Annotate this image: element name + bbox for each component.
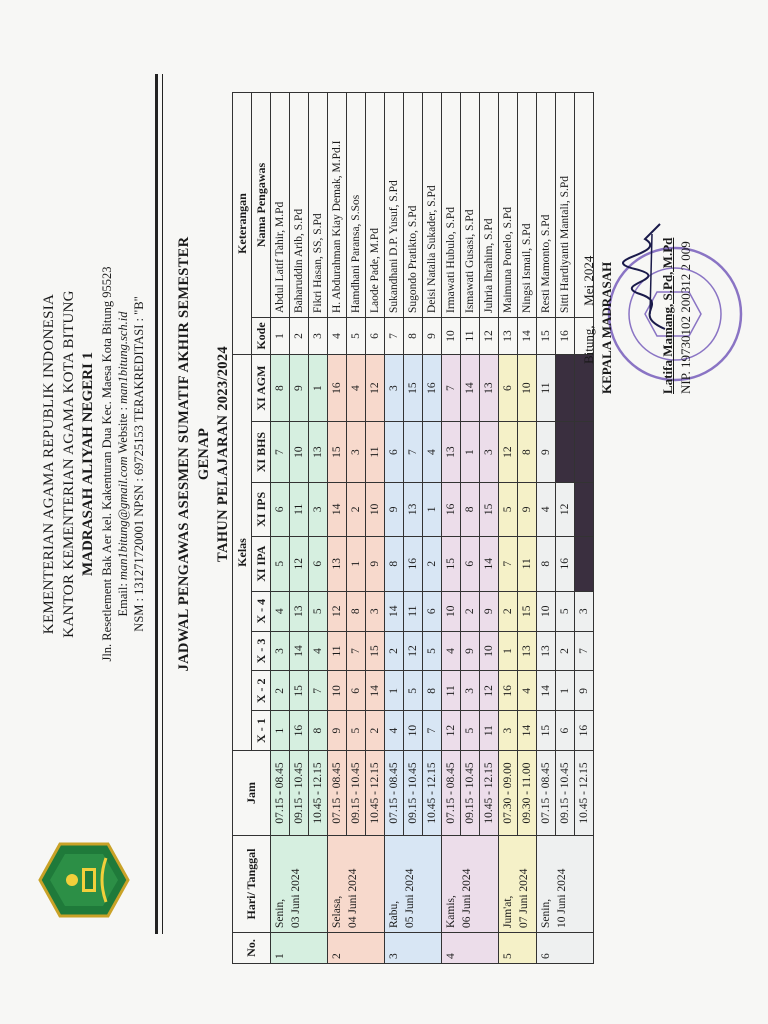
time-cell: 10.45 - 12.15 bbox=[309, 751, 328, 836]
supervisor-code-cell: 8 bbox=[309, 711, 328, 751]
supervisor-code-cell: 2 bbox=[423, 536, 442, 591]
supervisor-code-cell: 16 bbox=[423, 355, 442, 422]
supervisor-code-cell: 6 bbox=[556, 711, 575, 751]
supervisor-code-cell: 5 bbox=[423, 631, 442, 671]
website-label: Website : bbox=[115, 403, 130, 457]
time-cell: 09.15 - 10.45 bbox=[290, 751, 309, 836]
supervisor-code-cell: 16 bbox=[556, 536, 575, 591]
day-number: 3 bbox=[385, 933, 442, 964]
time-cell: 09.15 - 10.45 bbox=[556, 751, 575, 836]
supervisor-code-cell: 12 bbox=[328, 591, 347, 631]
supervisor-kode: 14 bbox=[518, 318, 537, 355]
table-row bbox=[309, 93, 328, 964]
supervisor-code-cell: 7 bbox=[442, 355, 461, 422]
signature-place: Bitung, bbox=[581, 325, 596, 364]
supervisor-code-cell: 15 bbox=[328, 422, 347, 483]
supervisor-name: Irmawati Hubulo, S.Pd bbox=[442, 93, 461, 318]
supervisor-code-cell: 11 bbox=[518, 536, 537, 591]
supervisor-code-cell: 9 bbox=[575, 671, 594, 711]
supervisor-code-cell: 11 bbox=[290, 482, 309, 536]
day-name: Senin, bbox=[274, 898, 286, 928]
supervisor-kode: 12 bbox=[480, 318, 499, 355]
supervisor-code-cell: 8 bbox=[423, 671, 442, 711]
supervisor-code-cell: 11 bbox=[328, 631, 347, 671]
supervisor-code-cell: 3 bbox=[461, 671, 480, 711]
supervisor-code-cell: 15 bbox=[442, 536, 461, 591]
day-date: 04 Juni 2024 bbox=[346, 868, 359, 928]
school-address: Jln. Resetlement Bak Aer kel. Kakenturan Dua Kec. Maesa Kota Bitung 95523 bbox=[99, 266, 114, 662]
supervisor-code-cell: 15 bbox=[518, 591, 537, 631]
supervisor-code-cell: 5 bbox=[404, 671, 423, 711]
supervisor-code-cell: 15 bbox=[290, 671, 309, 711]
registration-line: NSM : 131271720001 NPSN : 69725153 TERAKREDITASI : "B" bbox=[132, 296, 146, 632]
supervisor-code-cell: 10 bbox=[442, 591, 461, 631]
time-cell: 10.45 - 12.15 bbox=[366, 751, 385, 836]
time-cell: 07.15 - 08.45 bbox=[442, 751, 461, 836]
supervisor-code-cell: 3 bbox=[575, 591, 594, 631]
header-class: X - 3 bbox=[252, 631, 271, 671]
supervisor-name: Ningsi Ismail, S.Pd bbox=[518, 93, 537, 318]
supervisor-code-cell: 5 bbox=[461, 711, 480, 751]
supervisor-code-cell: 10 bbox=[537, 591, 556, 631]
time-cell: 09.30 - 11.00 bbox=[518, 751, 537, 836]
table-row bbox=[480, 93, 499, 964]
supervisor-code-cell: 6 bbox=[385, 422, 404, 483]
supervisor-code-cell: 14 bbox=[518, 711, 537, 751]
supervisor-code-cell: 13 bbox=[328, 536, 347, 591]
header-day: Hari/ Tanggal bbox=[233, 836, 271, 933]
supervisor-code-cell: 1 bbox=[385, 671, 404, 711]
supervisor-code-cell: 9 bbox=[290, 355, 309, 422]
table-row bbox=[328, 93, 347, 964]
time-cell: 09.15 - 10.45 bbox=[347, 751, 366, 836]
supervisor-code-cell: 9 bbox=[328, 711, 347, 751]
supervisor-code-cell: 1 bbox=[499, 631, 518, 671]
supervisor-kode: 7 bbox=[385, 318, 404, 355]
supervisor-code-cell: 9 bbox=[385, 482, 404, 536]
empty-cell bbox=[556, 422, 575, 483]
time-cell: 10.45 - 12.15 bbox=[480, 751, 499, 836]
supervisor-code-cell: 10 bbox=[518, 355, 537, 422]
empty-cell bbox=[556, 355, 575, 422]
supervisor-code-cell: 1 bbox=[271, 711, 290, 751]
supervisor-code-cell: 2 bbox=[499, 591, 518, 631]
supervisor-code-cell: 3 bbox=[271, 631, 290, 671]
supervisor-code-cell: 2 bbox=[366, 711, 385, 751]
supervisor-code-cell: 9 bbox=[480, 591, 499, 631]
supervisor-code-cell: 6 bbox=[461, 536, 480, 591]
supervisor-name: Abdul Latif Tahir, M.Pd bbox=[271, 93, 290, 318]
supervisor-kode: 5 bbox=[347, 318, 366, 355]
supervisor-name: Sukandhani D.P. Yusuf, S.Pd bbox=[385, 93, 404, 318]
signature-date bbox=[580, 134, 598, 394]
supervisor-code-cell: 5 bbox=[309, 591, 328, 631]
supervisor-code-cell: 15 bbox=[537, 711, 556, 751]
supervisor-code-cell: 3 bbox=[385, 355, 404, 422]
supervisor-kode: 11 bbox=[461, 318, 480, 355]
supervisor-kode: 3 bbox=[309, 318, 328, 355]
supervisor-code-cell: 10 bbox=[290, 422, 309, 483]
day-date: 07 Juni 2024 bbox=[517, 868, 530, 928]
supervisor-code-cell: 10 bbox=[404, 711, 423, 751]
supervisor-code-cell: 13 bbox=[537, 631, 556, 671]
supervisor-code-cell: 4 bbox=[309, 631, 328, 671]
supervisor-name: Juhria Ibrahim, S.Pd bbox=[480, 93, 499, 318]
supervisor-code-cell: 13 bbox=[518, 631, 537, 671]
signature-name: Latifa Mamang, S.Pd, M.Pd bbox=[660, 237, 676, 394]
supervisor-code-cell: 9 bbox=[537, 422, 556, 483]
supervisor-code-cell: 1 bbox=[461, 422, 480, 483]
supervisor-code-cell: 9 bbox=[366, 536, 385, 591]
supervisor-code-cell: 4 bbox=[537, 482, 556, 536]
empty-cell bbox=[575, 536, 594, 591]
supervisor-code-cell: 8 bbox=[461, 482, 480, 536]
supervisor-code-cell: 2 bbox=[271, 671, 290, 711]
supervisor-code-cell: 13 bbox=[290, 591, 309, 631]
supervisor-name: Fikri Hasan, SS, S.Pd bbox=[309, 93, 328, 318]
title-line-1: JADWAL PENGAWAS ASESMEN SUMATIF AKHIR SEMESTER GENAP bbox=[176, 236, 212, 672]
table-row bbox=[556, 93, 575, 964]
school-name: MADRASAH ALIYAH NEGERI 1 bbox=[80, 351, 96, 577]
supervisor-code-cell: 11 bbox=[366, 422, 385, 483]
supervisor-code-cell: 12 bbox=[499, 422, 518, 483]
supervisor-kode: 6 bbox=[366, 318, 385, 355]
day-number: 6 bbox=[537, 933, 594, 964]
supervisor-code-cell: 15 bbox=[366, 631, 385, 671]
header-class: XI IPA bbox=[252, 536, 271, 591]
supervisor-name: Ismawati Gusasi, S.Pd bbox=[461, 93, 480, 318]
supervisor-code-cell: 7 bbox=[423, 711, 442, 751]
supervisor-code-cell: 8 bbox=[385, 536, 404, 591]
day-name: Rabu, bbox=[388, 900, 400, 928]
supervisor-code-cell: 8 bbox=[537, 536, 556, 591]
letterhead bbox=[40, 254, 147, 674]
time-cell: 07.15 - 08.45 bbox=[328, 751, 347, 836]
supervisor-kode: 2 bbox=[290, 318, 309, 355]
supervisor-code-cell: 6 bbox=[499, 355, 518, 422]
supervisor-kode: 16 bbox=[556, 318, 575, 355]
supervisor-code-cell: 16 bbox=[442, 482, 461, 536]
supervisor-code-cell: 13 bbox=[309, 422, 328, 483]
supervisor-code-cell: 9 bbox=[461, 631, 480, 671]
time-cell: 10.45 - 12.15 bbox=[575, 751, 594, 836]
supervisor-code-cell: 12 bbox=[480, 671, 499, 711]
supervisor-code-cell: 7 bbox=[271, 422, 290, 483]
header-kode: Kode bbox=[252, 318, 271, 355]
supervisor-code-cell: 5 bbox=[347, 711, 366, 751]
supervisor-code-cell: 3 bbox=[480, 422, 499, 483]
title-line-2: TAHUN PELAJARAN 2023/2024 bbox=[215, 346, 232, 562]
table-row bbox=[404, 93, 423, 964]
signature-month: Mei 2024 bbox=[581, 255, 596, 306]
supervisor-code-cell: 14 bbox=[480, 536, 499, 591]
supervisor-code-cell: 16 bbox=[328, 355, 347, 422]
header-nama: Nama Pengawas bbox=[252, 93, 271, 318]
supervisor-name: H. Abdurahman Kiay Demak, M.Pd.I bbox=[328, 93, 347, 318]
supervisor-name: Maimuna Ponelo, S.Pd bbox=[499, 93, 518, 318]
supervisor-name: Deisi Natalia Sukader, S.Pd bbox=[423, 93, 442, 318]
contact-line bbox=[115, 254, 131, 674]
empty-cell bbox=[575, 422, 594, 483]
document-title bbox=[175, 214, 234, 694]
supervisor-code-cell: 14 bbox=[366, 671, 385, 711]
header-time: Jam bbox=[233, 751, 271, 836]
supervisor-code-cell: 8 bbox=[347, 591, 366, 631]
supervisor-code-cell: 6 bbox=[347, 671, 366, 711]
header-class: X - 1 bbox=[252, 711, 271, 751]
day-cell bbox=[537, 836, 594, 933]
day-date: 10 Juni 2024 bbox=[555, 868, 568, 928]
supervisor-code-cell: 4 bbox=[347, 355, 366, 422]
supervisor-code-cell: 6 bbox=[271, 482, 290, 536]
day-name: Selasa, bbox=[331, 895, 343, 928]
day-number: 5 bbox=[499, 933, 537, 964]
supervisor-code-cell: 6 bbox=[423, 591, 442, 631]
supervisor-code-cell: 16 bbox=[499, 671, 518, 711]
day-name: Jum'at, bbox=[502, 895, 514, 928]
supervisor-kode: 9 bbox=[423, 318, 442, 355]
table-row bbox=[290, 93, 309, 964]
header-no: No. bbox=[233, 933, 271, 964]
supervisor-kode: 8 bbox=[404, 318, 423, 355]
time-cell: 07.15 - 08.45 bbox=[385, 751, 404, 836]
header-kelas: Kelas bbox=[233, 355, 252, 751]
supervisor-code-cell: 7 bbox=[309, 671, 328, 711]
supervisor-code-cell: 8 bbox=[271, 355, 290, 422]
supervisor-code-cell: 12 bbox=[442, 711, 461, 751]
supervisor-code-cell: 12 bbox=[290, 536, 309, 591]
supervisor-code-cell: 14 bbox=[290, 631, 309, 671]
supervisor-code-cell: 14 bbox=[385, 591, 404, 631]
supervisor-code-cell: 3 bbox=[366, 591, 385, 631]
time-cell: 10.45 - 12.15 bbox=[423, 751, 442, 836]
supervisor-kode: 10 bbox=[442, 318, 461, 355]
supervisor-code-cell: 4 bbox=[423, 422, 442, 483]
supervisor-code-cell: 16 bbox=[404, 536, 423, 591]
supervisor-kode: 1 bbox=[271, 318, 290, 355]
supervisor-code-cell: 5 bbox=[499, 482, 518, 536]
supervisor-code-cell: 14 bbox=[461, 355, 480, 422]
day-number: 1 bbox=[271, 933, 328, 964]
table-row bbox=[499, 93, 518, 964]
supervisor-code-cell: 14 bbox=[328, 482, 347, 536]
supervisor-code-cell: 13 bbox=[480, 355, 499, 422]
supervisor-code-cell: 2 bbox=[461, 591, 480, 631]
supervisor-code-cell: 16 bbox=[290, 711, 309, 751]
signature-block bbox=[580, 134, 694, 394]
empty-cell bbox=[575, 482, 594, 536]
table-row bbox=[271, 93, 290, 964]
supervisor-code-cell: 14 bbox=[537, 671, 556, 711]
day-name: Kamis, bbox=[445, 895, 457, 928]
day-cell bbox=[328, 836, 385, 933]
supervisor-code-cell: 1 bbox=[347, 536, 366, 591]
supervisor-code-cell: 5 bbox=[271, 536, 290, 591]
signature-nip: NIP. 19730102 200312 2 009 bbox=[677, 241, 693, 394]
supervisor-code-cell: 11 bbox=[404, 591, 423, 631]
day-number: 2 bbox=[328, 933, 385, 964]
header-class: X - 2 bbox=[252, 671, 271, 711]
supervisor-name: Baharuddin Arib, S.Pd bbox=[290, 93, 309, 318]
email-value: man1bitung@gmail.com bbox=[115, 456, 130, 581]
supervisor-code-cell: 10 bbox=[480, 631, 499, 671]
supervisor-name: Hamdhani Paransa, S.Sos bbox=[347, 93, 366, 318]
table-row bbox=[347, 93, 366, 964]
table-row bbox=[423, 93, 442, 964]
supervisor-code-cell: 2 bbox=[347, 482, 366, 536]
website-value: man1bitung.sch.id bbox=[115, 311, 130, 404]
supervisor-kode: 15 bbox=[537, 318, 556, 355]
supervisor-kode: 4 bbox=[328, 318, 347, 355]
supervisor-code-cell: 7 bbox=[499, 536, 518, 591]
header-keterangan: Keterangan bbox=[233, 93, 252, 355]
table-row bbox=[518, 93, 537, 964]
day-cell bbox=[442, 836, 499, 933]
supervisor-code-cell: 3 bbox=[499, 711, 518, 751]
day-date: 05 Juni 2024 bbox=[403, 868, 416, 928]
email-label: Email: bbox=[115, 580, 130, 617]
day-cell bbox=[499, 836, 537, 933]
supervisor-code-cell: 10 bbox=[366, 482, 385, 536]
supervisor-code-cell: 4 bbox=[385, 711, 404, 751]
supervisor-code-cell: 6 bbox=[309, 536, 328, 591]
supervisor-code-cell: 12 bbox=[556, 482, 575, 536]
header-class: XI IPS bbox=[252, 482, 271, 536]
supervisor-name: Resti Mamonto, S.Pd bbox=[537, 93, 556, 318]
supervisor-code-cell: 15 bbox=[480, 482, 499, 536]
day-name: Senin, bbox=[540, 898, 552, 928]
supervisor-code-cell: 7 bbox=[404, 422, 423, 483]
supervisor-code-cell: 3 bbox=[309, 482, 328, 536]
supervisor-name: Sitti Hardiyanti Mantali, S.Pd bbox=[556, 93, 575, 318]
supervisor-kode: 13 bbox=[499, 318, 518, 355]
supervisor-code-cell: 7 bbox=[575, 631, 594, 671]
supervisor-code-cell: 9 bbox=[518, 482, 537, 536]
supervisor-code-cell: 2 bbox=[385, 631, 404, 671]
supervisor-code-cell: 1 bbox=[309, 355, 328, 422]
time-cell: 07.15 - 08.45 bbox=[271, 751, 290, 836]
supervisor-code-cell: 13 bbox=[404, 482, 423, 536]
ministry-logo bbox=[38, 840, 130, 920]
table-row bbox=[537, 93, 556, 964]
day-cell bbox=[271, 836, 328, 933]
supervisor-code-cell: 4 bbox=[442, 631, 461, 671]
supervisor-code-cell: 13 bbox=[442, 422, 461, 483]
supervisor-code-cell: 3 bbox=[347, 422, 366, 483]
day-date: 06 Juni 2024 bbox=[460, 868, 473, 928]
supervisor-code-cell: 10 bbox=[328, 671, 347, 711]
time-cell: 07.30 - 09.00 bbox=[499, 751, 518, 836]
supervisor-code-cell: 1 bbox=[556, 671, 575, 711]
time-cell: 09.15 - 10.45 bbox=[461, 751, 480, 836]
day-date: 03 Juni 2024 bbox=[289, 868, 302, 928]
supervisor-code-cell: 11 bbox=[480, 711, 499, 751]
day-number: 4 bbox=[442, 933, 499, 964]
supervisor-code-cell: 1 bbox=[423, 482, 442, 536]
signature-role: KEPALA MADRASAH bbox=[598, 261, 614, 394]
supervisor-code-cell: 5 bbox=[556, 591, 575, 631]
supervisor-name: Laode Pade, M.Pd bbox=[366, 93, 385, 318]
supervisor-code-cell: 8 bbox=[518, 422, 537, 483]
supervisor-code-cell: 12 bbox=[366, 355, 385, 422]
supervisor-code-cell: 11 bbox=[442, 671, 461, 711]
supervisor-code-cell: 16 bbox=[575, 711, 594, 751]
header-divider bbox=[155, 74, 163, 934]
table-row bbox=[461, 93, 480, 964]
time-cell: 07.15 - 08.45 bbox=[537, 751, 556, 836]
header-class: X - 4 bbox=[252, 591, 271, 631]
header-class: XI BHS bbox=[252, 422, 271, 483]
supervisor-code-cell: 12 bbox=[404, 631, 423, 671]
supervisor-code-cell: 2 bbox=[556, 631, 575, 671]
supervisor-code-cell: 4 bbox=[271, 591, 290, 631]
table-row bbox=[442, 93, 461, 964]
table-row bbox=[366, 93, 385, 964]
supervisor-name: Sugondo Pratikto, S.Pd bbox=[404, 93, 423, 318]
ministry-name: KEMENTERIAN AGAMA REPUBLIK INDONESIA bbox=[41, 293, 57, 635]
supervisor-code-cell: 7 bbox=[347, 631, 366, 671]
time-cell: 09.15 - 10.45 bbox=[404, 751, 423, 836]
supervisor-code-cell: 4 bbox=[518, 671, 537, 711]
schedule-table bbox=[232, 92, 594, 964]
day-cell bbox=[385, 836, 442, 933]
supervisor-code-cell: 15 bbox=[404, 355, 423, 422]
supervisor-code-cell: 11 bbox=[537, 355, 556, 422]
table-row bbox=[385, 93, 404, 964]
header-class: XI AGM bbox=[252, 355, 271, 422]
schedule-body bbox=[271, 93, 594, 964]
office-name: KANTOR KEMENTERIAN AGAMA KOTA BITUNG bbox=[60, 290, 77, 638]
